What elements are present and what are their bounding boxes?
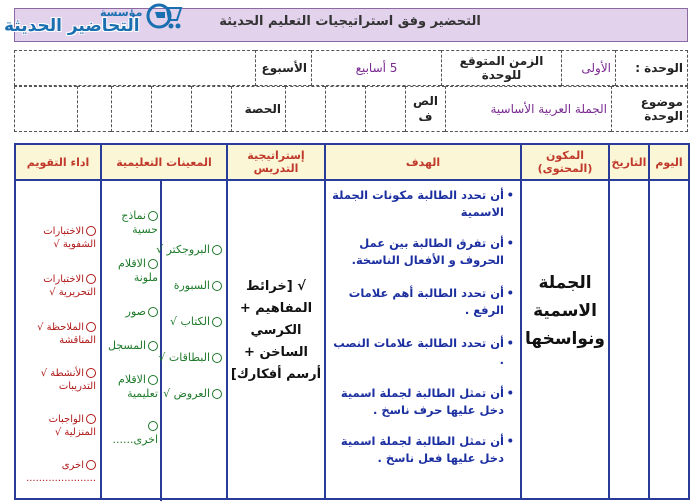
day-cell	[649, 180, 689, 499]
header-content: المكون (المحتوى)	[521, 144, 609, 180]
goal-item: • أن تفرق الطالبة بين عمل الحروف و الأفعال الناسخة.	[330, 235, 514, 269]
period-cell-1	[192, 87, 232, 132]
assessment-item: اخرى ......................	[26, 460, 96, 484]
radio-icon[interactable]	[148, 421, 158, 431]
week-value	[15, 51, 256, 86]
goal-item: • أن تمثل الطالبة لجملة اسمية دخل عليها فعل ناسخ .	[330, 433, 514, 467]
resource-item: البطاقات √	[166, 351, 222, 365]
unit-value: الأولى	[562, 51, 616, 86]
assessment-cell	[15, 180, 101, 499]
resource-item: اخرى......	[106, 419, 158, 447]
header-assessment: اداء التقويم	[15, 144, 101, 180]
radio-icon[interactable]	[148, 341, 158, 351]
strategy-cell	[227, 180, 325, 499]
header-strategy: إستراتيجية التدريس	[227, 144, 325, 180]
radio-icon[interactable]	[212, 245, 222, 255]
assessment-item: الواجبات المنزلية √	[48, 414, 96, 438]
radio-icon[interactable]	[86, 226, 96, 236]
info-row-1	[14, 50, 688, 86]
strategy-text: √ [خرائط المفاهيم + الكرسي الساخن + أرسم أفكارك]	[230, 279, 322, 382]
logo-icon	[145, 2, 185, 38]
resource-item: البروجكتر √	[166, 243, 222, 257]
resource-item: الاقلام ملونة	[118, 257, 158, 284]
topic-value: الجملة العربية الأساسية	[446, 87, 612, 132]
logo-subtitle: مؤسسة	[100, 6, 143, 19]
unit-label: الوحدة :	[616, 51, 688, 86]
class-cell-2	[326, 87, 366, 132]
resources-left-list	[106, 209, 158, 447]
assessment-list	[16, 181, 100, 485]
radio-icon[interactable]	[86, 368, 96, 378]
goal-item: • أن تحدد الطالبة علامات النصب .	[330, 335, 514, 369]
lesson-plan-table	[14, 143, 690, 500]
resource-item: السبورة	[166, 279, 222, 293]
expected-time-value: 5 أسابيع	[312, 51, 442, 86]
radio-icon[interactable]	[86, 414, 96, 424]
goals-cell	[325, 180, 521, 499]
radio-icon[interactable]	[148, 259, 158, 269]
resources-divider	[160, 181, 162, 501]
info-row-2	[14, 86, 688, 132]
resource-item: الاقلام تعليمية	[118, 373, 158, 400]
date-cell	[609, 180, 649, 499]
resources-cell	[101, 180, 227, 499]
header-day: اليوم	[649, 144, 689, 180]
resource-item: الكتاب √	[166, 315, 222, 329]
assessment-item: الاختبارات الشفوية √	[43, 226, 96, 250]
radio-icon[interactable]	[148, 375, 158, 385]
resources-right-list	[156, 243, 222, 401]
assessment-item: الملاحظة √ المناقشة	[37, 322, 96, 346]
class-label: الص ف	[406, 87, 446, 132]
content-cell	[521, 180, 609, 499]
goal-item: • أن تحدد الطالبة مكونات الجملة الاسمية	[330, 187, 514, 221]
radio-icon[interactable]	[86, 460, 96, 470]
radio-icon[interactable]	[212, 389, 222, 399]
expected-time-label: الزمن المتوقع للوحدة	[442, 51, 562, 86]
assessment-item: الأنشطة √ التدريبات	[40, 368, 96, 392]
radio-icon[interactable]	[212, 353, 222, 363]
period-cell-2	[152, 87, 192, 132]
resource-item: العروض √	[166, 387, 222, 401]
class-cell-3	[286, 87, 326, 132]
resource-item: نماذج حسية	[121, 209, 158, 236]
radio-icon[interactable]	[148, 307, 158, 317]
resource-item: المسجل	[106, 339, 158, 353]
resource-item: صور	[106, 305, 158, 319]
page-title: التحضير وفق استراتيجيات التعليم الحديثة	[219, 14, 481, 29]
radio-icon[interactable]	[212, 281, 222, 291]
period-label: الحصة	[232, 87, 286, 132]
week-label: الأسبوع	[256, 51, 312, 86]
header-goal: الهدف	[325, 144, 521, 180]
radio-icon[interactable]	[86, 322, 96, 332]
goal-item: • أن تمثل الطالبة لجملة اسمية دخل عليها حرف ناسخ .	[330, 385, 514, 419]
radio-icon[interactable]	[86, 274, 96, 284]
period-cell-4	[78, 87, 112, 132]
content-text: الجملة الاسمية ونواسخها	[524, 273, 605, 349]
header-resources: المعينات التعليمية	[101, 144, 227, 180]
class-cell-1	[366, 87, 406, 132]
topic-label: موضوع الوحدة	[612, 87, 688, 132]
goal-item: • أن تحدد الطالبة أهم علامات الرفع .	[330, 285, 514, 319]
period-cell-5	[15, 87, 78, 132]
header-date: التاريخ	[609, 144, 649, 180]
radio-icon[interactable]	[212, 317, 222, 327]
assessment-item: الاختبارات التحريرية √	[43, 274, 96, 298]
period-cell-3	[112, 87, 152, 132]
logo-name: التحاضير الحديثة	[4, 16, 140, 36]
radio-icon[interactable]	[148, 211, 158, 221]
